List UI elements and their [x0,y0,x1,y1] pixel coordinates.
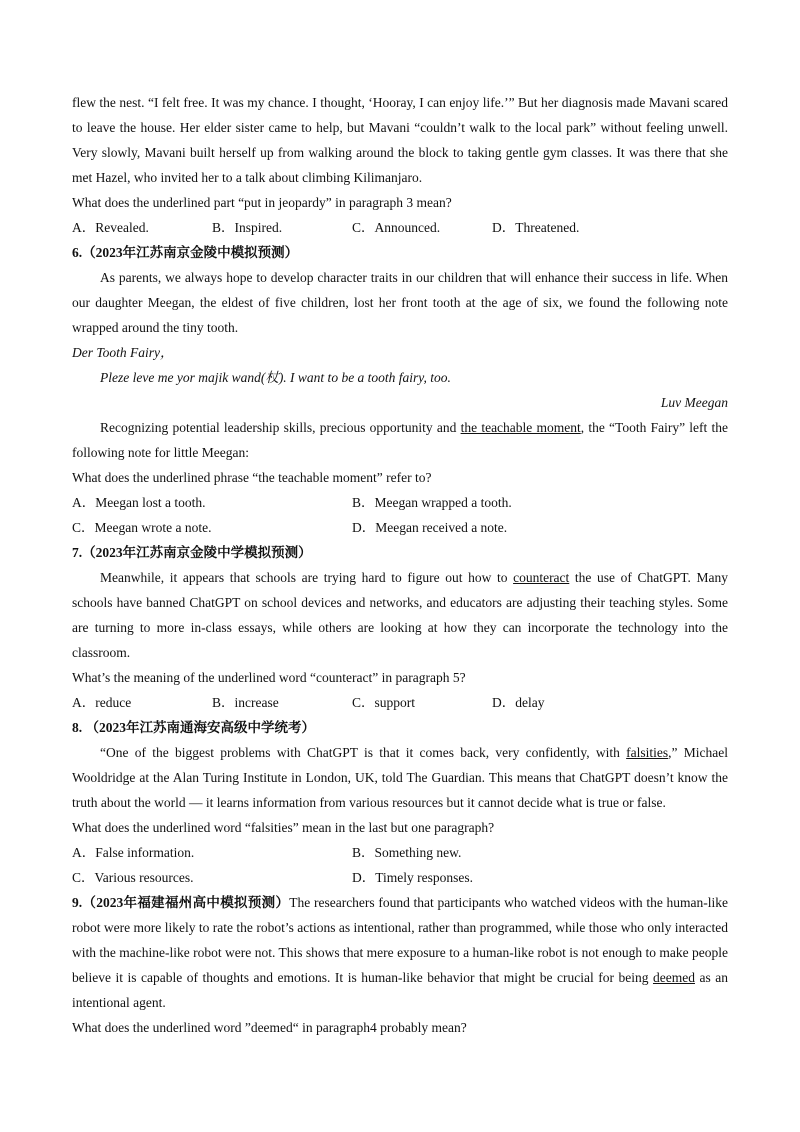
text-run: Recognizing potential leadership skills, precious opportunity and [100,420,461,435]
underlined-word: counteract [513,570,570,585]
option-a: A．Meegan lost a tooth. [72,495,206,510]
underlined-word: falsities [626,745,669,760]
question-heading: 7.（2023年江苏南京金陵中学模拟预测） [72,545,312,560]
text-run: as an intentional agent. [72,970,728,1010]
passage-paragraph [72,565,728,665]
option-d: D．Threatened. [492,220,580,235]
option-c: C．Announced. [352,220,441,235]
note-signature: Luv Meegan [660,395,728,410]
option-d: D．Meegan received a note. [352,520,508,535]
text-run: The researchers found that participants who watched videos with the human-like robot were more likely to rate the robot’s actions as intentional, rather than programmed, while those who only interacted with the machine-like robot were not. This shows that mere exposure to a human-like robot is not enough to make people believe it is capable of thoughts and emotions. It is human-like behavior that might be crucial for being [72,895,729,985]
question-text: What does the underlined phrase “the teachable moment” refer to? [72,470,432,485]
note-body: Pleze leve me yor majik wand(杖). I want to be a tooth fairy, too. [100,370,451,385]
option-d: D．delay [492,695,545,710]
question-text: What does the underlined word “falsities” mean in the last but one paragraph? [72,820,495,835]
question-text: What’s the meaning of the underlined word “counteract” in paragraph 5? [72,670,466,685]
options-row [72,840,728,865]
options-row [72,215,728,240]
option-c: C．Meegan wrote a note. [72,520,212,535]
option-c: C．support [352,695,416,710]
text-run: the use of ChatGPT. Many schools have banned ChatGPT on school devices and networks, and educators are adjusting their teaching styles. Some are turning to more in-class essays, while others are looking at how they can incorporate the technology into the classroom. [72,570,728,660]
option-c: C．Various resources. [72,870,194,885]
passage-paragraph [72,415,728,465]
document-page [72,90,728,1040]
option-b: B．Something new. [352,845,462,860]
question-heading: 9.（2023年福建福州高中模拟预测） [72,895,290,910]
options-row [72,515,728,540]
text-run: ,” Michael Wooldridge at the Alan Turing Institute in London, UK, told The Guardian. This means that ChatGPT doesn’t know the truth about the world — it learns information from various resources but it cannot decide what is true or false. [72,745,728,810]
question-text: What does the underlined word ”deemed“ in paragraph4 probably mean? [72,1020,467,1035]
options-row [72,490,728,515]
underlined-phrase: the teachable moment [460,420,581,435]
text-run: Meanwhile, it appears that schools are trying hard to figure out how to [100,570,514,585]
option-b: B．Meegan wrapped a tooth. [352,495,512,510]
option-d: D．Timely responses. [352,870,474,885]
passage-paragraph: As parents, we always hope to develop character traits in our children that will enhance their success in life. When our daughter Meegan, the eldest of five children, lost her front tooth at the age of six, we found the following note wrapped around the tiny tooth. [72,270,728,335]
underlined-word: deemed [652,970,695,985]
options-row [72,690,728,715]
note-greeting: Der Tooth Fairy， [72,345,174,360]
option-b: B．Inspired. [212,220,283,235]
option-a: A．Revealed. [72,220,149,235]
question-heading: 8. （2023年江苏南通海安高级中学统考） [72,720,315,735]
question-heading: 6.（2023年江苏南京金陵中模拟预测） [72,245,299,260]
passage-paragraph [72,890,728,1015]
option-a: A．False information. [72,845,195,860]
question-text: What does the underlined part “put in jeopardy” in paragraph 3 mean? [72,195,452,210]
option-a: A．reduce [72,695,132,710]
passage-paragraph: flew the nest. “I felt free. It was my chance. I thought, ‘Hooray, I can enjoy life.’” But her diagnosis made Mavani scared to leave the house. Her elder sister came to help, but Mavani “couldn’t walk to the local park” without feeling unwell. Very slowly, Mavani built herself up from walking around the block to taking gentle gym classes. It was there that she met Hazel, who invited her to a talk about climbing Kilimanjaro. [72,95,728,185]
option-b: B．increase [212,695,279,710]
passage-paragraph [72,740,728,815]
text-run: “One of the biggest problems with ChatGPT is that it comes back, very confidently, with [100,745,627,760]
text-run: , the “Tooth Fairy” left the following note for little Meegan: [72,420,728,460]
options-row [72,865,728,890]
